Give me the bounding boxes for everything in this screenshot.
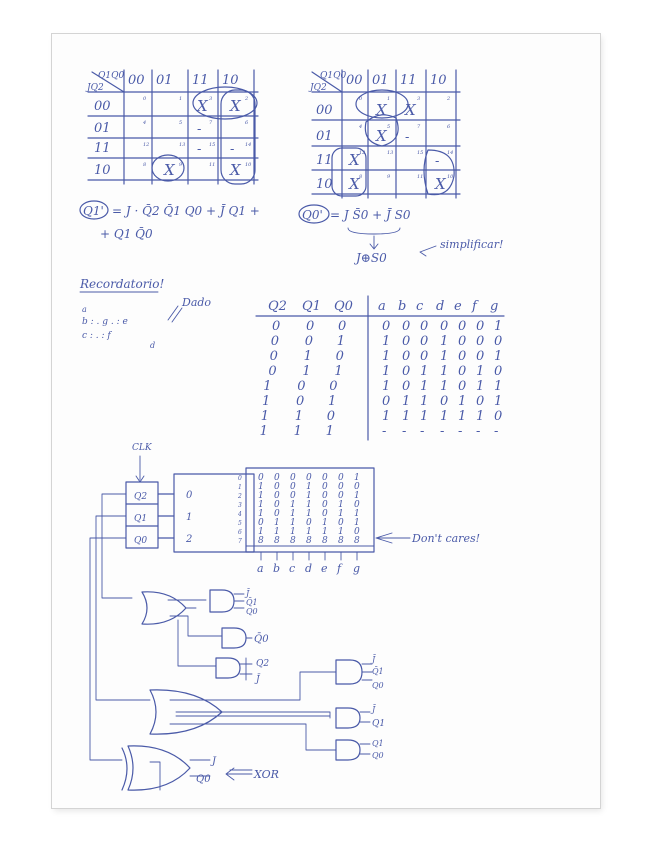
kmap2-idx-2-1: 13 [387, 150, 394, 156]
kmap2-idx-0-1: 1 [387, 96, 391, 102]
tt-cell-1-8: 0 [476, 334, 485, 349]
tt-cell-4-0: 1 [263, 379, 272, 394]
tt-cell-2-8: 0 [476, 349, 485, 364]
kmap1-row-2: 11 [94, 141, 111, 156]
rom-cell-0-5: 0 [338, 473, 344, 483]
kmap2-idx-3-3: 10 [447, 174, 454, 180]
kmap1-idx-0-2: 3 [209, 96, 213, 102]
seg-legend-4: d [150, 341, 156, 350]
kmap2-row-1: 01 [316, 129, 333, 144]
and-gate-6 [336, 740, 360, 760]
tt-cell-0-8: 0 [476, 319, 485, 334]
rom-output-c: c [289, 562, 296, 575]
kmap1-corner-left: JQ2 [87, 83, 104, 93]
rom-row-index-2: 2 [238, 493, 242, 500]
tt-cell-6-8: 1 [476, 409, 485, 424]
g4-in-3: Q0 [372, 681, 384, 690]
tt-cell-6-6: 1 [440, 409, 449, 424]
tt-cell-2-7: 0 [458, 349, 467, 364]
and-gate-5 [336, 708, 360, 728]
rom-cell-3-2: 1 [290, 500, 296, 510]
tt-cell-7-5: - [420, 424, 425, 439]
tt-cell-0-3: 0 [382, 319, 391, 334]
rom-cell-0-0: 0 [258, 473, 264, 483]
rom-cell-3-3: 1 [306, 500, 312, 510]
kmap2-cell-3-0: X [349, 175, 360, 193]
rom-cell-2-4: 0 [322, 491, 328, 501]
rom-cell-6-6: 0 [354, 527, 360, 537]
rom-cell-7-0: 8 [258, 536, 264, 546]
rom-cell-4-3: 1 [306, 509, 312, 519]
rom-cell-4-2: 1 [290, 509, 296, 519]
g6-in-1: Q1 [372, 739, 384, 748]
rom-cell-0-1: 0 [274, 473, 280, 483]
rom-cell-1-5: 0 [338, 482, 344, 492]
or-gate-1 [142, 592, 186, 624]
rom-cell-6-4: 1 [322, 527, 328, 537]
kmap1-col-0: 00 [128, 73, 145, 88]
and-gate-1 [210, 590, 234, 612]
tt-cell-7-7: - [458, 424, 463, 439]
tt-cell-4-4: 0 [402, 379, 411, 394]
decoder-input-1: 1 [186, 512, 193, 523]
tt-cell-0-4: 0 [402, 319, 411, 334]
rom-cell-0-6: 1 [354, 473, 360, 483]
g6-in-2: Q0 [372, 751, 384, 760]
kmap2-idx-3-2: 11 [417, 174, 424, 180]
tt-cell-7-1: 1 [293, 424, 302, 439]
tt-cell-1-7: 0 [458, 334, 467, 349]
tt-cell-3-2: 1 [334, 364, 343, 379]
kmap-1 [85, 70, 258, 184]
rom-cell-1-1: 0 [274, 482, 280, 492]
kmap2-cell-3-3: X [435, 175, 446, 193]
decoder-input-0: 0 [186, 490, 193, 501]
tt-cell-5-8: 0 [476, 394, 485, 409]
rom-cell-1-6: 0 [354, 482, 360, 492]
kmap1-idx-0-3: 2 [245, 96, 249, 102]
rom-cell-4-5: 1 [338, 509, 344, 519]
rom-row-index-7: 7 [238, 538, 242, 545]
xor-arrow [226, 768, 252, 780]
tt-cell-4-3: 1 [382, 379, 391, 394]
rom-cell-2-2: 0 [290, 491, 296, 501]
xor-in-1: J [212, 756, 217, 767]
tt-header-Q1: Q1 [302, 299, 321, 314]
rom-cell-2-1: 0 [274, 491, 280, 501]
clk-label: CLK [132, 443, 152, 453]
rom-cell-4-0: 1 [258, 509, 264, 519]
g1-in-1: J̄ [246, 589, 250, 598]
kmap2-idx-3-0: 8 [359, 174, 363, 180]
tt-cell-0-7: 0 [458, 319, 467, 334]
g2-in-1: Q̄0 [254, 634, 269, 645]
kmap2-row-2: 11 [316, 153, 333, 168]
tt-cell-1-2: 1 [336, 334, 346, 349]
kmap2-cell-0-1: X [376, 101, 387, 119]
tt-cell-3-7: 0 [458, 364, 467, 379]
tt-cell-6-3: 1 [382, 409, 391, 424]
tt-cell-6-1: 1 [294, 409, 304, 424]
tt-cell-2-9: 1 [494, 349, 503, 364]
rom-cell-5-4: 1 [322, 518, 328, 528]
rom-cell-7-6: 8 [354, 536, 360, 546]
tt-cell-5-7: 1 [458, 394, 467, 409]
kmap1-cell-0-3: X [230, 97, 241, 115]
tt-header-g: g [490, 299, 499, 314]
tt-cell-7-0: 1 [259, 424, 268, 439]
g4-in-2: Q̄1 [372, 667, 384, 676]
kmap1-row-1: 01 [94, 121, 111, 136]
kmap2-idx-3-1: 9 [387, 174, 391, 180]
tt-cell-1-3: 1 [382, 334, 391, 349]
g5-in-1: J̄ [372, 705, 376, 714]
kmap1-col-1: 01 [156, 73, 173, 88]
rom-output-a: a [257, 562, 264, 575]
dado-label: Dado [182, 296, 212, 309]
rom-cell-5-2: 1 [290, 518, 296, 528]
tt-header-d: d [436, 299, 445, 314]
kmap2-idx-0-2: 3 [417, 96, 421, 102]
tt-cell-7-3: - [382, 424, 387, 439]
tt-cell-5-0: 1 [262, 394, 271, 409]
tt-header-f: f [472, 299, 477, 314]
kmap1-cell-2-2: - [197, 142, 202, 157]
flipflop-Q0: Q0 [134, 536, 148, 546]
kmap-2 [308, 70, 460, 198]
tt-cell-3-3: 1 [382, 364, 391, 379]
tt-cell-3-9: 0 [494, 364, 503, 379]
kmap1-cell-2-3: - [230, 142, 235, 157]
kmap2-idx-0-0: 0 [359, 96, 363, 102]
tt-cell-3-8: 1 [476, 364, 485, 379]
rom-cell-1-0: 1 [258, 482, 264, 492]
kmap1-idx-3-0: 8 [143, 162, 147, 168]
tt-cell-5-4: 1 [402, 394, 411, 409]
kmap1-corner-top: Q1Q0 [98, 71, 125, 81]
rom-cell-5-5: 0 [338, 518, 344, 528]
rom-cell-0-3: 0 [306, 473, 312, 483]
eq2-note: simplificar! [440, 238, 504, 251]
and-gate-4 [336, 660, 362, 684]
truth-table [256, 296, 504, 440]
xor-gate [128, 746, 190, 790]
kmap2-idx-1-1: 5 [387, 124, 391, 130]
g4-in-1: J̄ [372, 655, 376, 664]
rom-cell-7-1: 8 [274, 536, 280, 546]
rom-cell-6-0: 1 [258, 527, 264, 537]
wire-q0-fb [90, 538, 126, 760]
rom-cell-4-1: 0 [274, 509, 280, 519]
tt-cell-6-5: 1 [420, 409, 429, 424]
kmap1-col-2: 11 [192, 73, 209, 88]
tt-cell-4-1: 0 [297, 379, 306, 394]
kmap1-col-3: 10 [222, 73, 239, 88]
rom-row-index-4: 4 [238, 511, 242, 518]
kmap2-cell-1-1: X [376, 127, 387, 145]
kmap1-cell-3-1: X [164, 161, 175, 179]
kmap1-idx-3-3: 10 [245, 162, 252, 168]
rom-cell-3-6: 0 [354, 500, 360, 510]
kmap1-idx-2-2: 15 [209, 142, 216, 148]
tt-cell-1-5: 0 [420, 334, 429, 349]
seg-legend-3: c : . : f [82, 331, 111, 341]
kmap2-idx-2-2: 15 [417, 150, 424, 156]
rom-cell-1-4: 0 [322, 482, 328, 492]
wire-q2-fb [102, 494, 132, 598]
tt-cell-2-6: 1 [440, 349, 449, 364]
rom-cell-2-5: 0 [338, 491, 344, 501]
rom-cell-4-4: 0 [322, 509, 328, 519]
rom-output-e: e [321, 562, 328, 575]
tt-cell-0-9: 1 [494, 319, 503, 334]
rom-cell-0-2: 0 [290, 473, 296, 483]
kmap2-col-2: 11 [400, 73, 417, 88]
tt-cell-4-5: 1 [420, 379, 429, 394]
tt-cell-2-2: 0 [335, 349, 344, 364]
rom-cell-0-4: 0 [322, 473, 328, 483]
kmap2-col-0: 00 [346, 73, 363, 88]
kmap2-cell-2-3: - [435, 154, 440, 169]
tt-cell-5-3: 0 [382, 394, 391, 409]
kmap1-row-0: 00 [94, 99, 111, 114]
xor-in-2: Q0 [196, 774, 211, 785]
rom-cell-3-4: 0 [322, 500, 328, 510]
rom-output-b: b [273, 562, 281, 575]
tt-cell-6-0: 1 [260, 409, 270, 424]
g3-in-2: J̄ [256, 675, 260, 685]
tt-cell-1-0: 0 [270, 334, 280, 349]
kmap2-idx-1-2: 7 [417, 124, 421, 130]
rom-cell-6-5: 1 [338, 527, 344, 537]
seg-legend-1: a [82, 305, 87, 314]
rom-cell-5-6: 1 [354, 518, 360, 528]
tt-cell-5-9: 1 [494, 394, 503, 409]
reminder-section [79, 277, 211, 350]
tt-cell-6-7: 1 [458, 409, 467, 424]
rom-cell-7-5: 8 [338, 536, 344, 546]
kmap2-idx-0-3: 2 [447, 96, 451, 102]
tt-cell-4-7: 0 [458, 379, 467, 394]
rom-output-f: f [337, 562, 342, 575]
tt-cell-3-1: 1 [302, 364, 311, 379]
tt-cell-3-6: 1 [440, 364, 449, 379]
kmap2-col-3: 10 [430, 73, 447, 88]
eq1-line2: + Q1 Q̄0 [100, 227, 153, 241]
rom-row-index-0: 0 [238, 475, 242, 482]
rom-cell-5-0: 0 [258, 518, 264, 528]
tt-cell-0-0: 0 [272, 319, 281, 334]
kmap2-corner-top: Q1Q0 [320, 71, 347, 81]
tt-cell-0-6: 0 [440, 319, 449, 334]
tt-cell-7-8: - [476, 424, 481, 439]
decoder-input-2: 2 [186, 534, 193, 545]
eq2-line1: = J S̄0 + J̄ S0 [330, 208, 411, 222]
kmap2-row-0: 00 [316, 103, 333, 118]
tt-cell-5-2: 1 [328, 394, 337, 409]
g3-in-1: Q2 [256, 659, 270, 669]
rom-cell-7-4: 8 [322, 536, 328, 546]
tt-cell-0-5: 0 [420, 319, 429, 334]
rom-row-index-3: 3 [238, 502, 242, 509]
kmap2-idx-1-0: 4 [359, 124, 363, 130]
rom-cell-7-2: 8 [290, 536, 296, 546]
tt-cell-7-9: - [494, 424, 499, 439]
kmap2-idx-1-3: 6 [447, 124, 451, 130]
equation-q0 [299, 205, 503, 265]
dont-cares-arrow [376, 533, 410, 543]
and-gate-2 [222, 628, 246, 648]
tt-cell-6-2: 0 [326, 409, 336, 424]
and-gate-3 [216, 658, 240, 678]
eq2-result: J⊕S0 [356, 251, 387, 265]
tt-cell-2-4: 0 [402, 349, 411, 364]
kmap2-cell-0-2: X [405, 101, 416, 119]
tt-cell-7-6: - [440, 424, 445, 439]
kmap1-idx-3-2: 11 [209, 162, 216, 168]
tt-cell-5-1: 0 [296, 394, 305, 409]
kmap1-idx-0-0: 0 [143, 96, 147, 102]
tt-cell-2-0: 0 [269, 349, 278, 364]
equation-q1 [80, 201, 260, 241]
tt-header-Q2: Q2 [268, 299, 287, 314]
dont-cares-label: Don't cares! [412, 532, 481, 545]
tt-cell-2-5: 0 [420, 349, 429, 364]
wire-or2-in2 [176, 712, 330, 718]
tt-cell-6-4: 1 [402, 409, 411, 424]
tt-cell-3-0: 0 [268, 364, 277, 379]
kmap2-col-1: 01 [372, 73, 389, 88]
kmap1-cell-1-2: - [197, 122, 202, 137]
g5-in-2: Q1 [372, 719, 386, 729]
rom-row-index-6: 6 [238, 529, 242, 536]
rom-cell-3-1: 0 [274, 500, 280, 510]
eq1-line1: = J · Q̄2 Q̄1 Q0 + J̄ Q1 + [112, 204, 260, 218]
kmap1-idx-2-3: 14 [245, 142, 252, 148]
reminder-title: Recordatorio! [80, 277, 165, 291]
g1-in-3: Q0 [246, 607, 258, 616]
kmap2-row-3: 10 [316, 177, 333, 192]
kmap1-cell-0-2: X [197, 97, 208, 115]
flipflop-Q1: Q1 [134, 514, 148, 524]
tt-cell-3-5: 1 [420, 364, 429, 379]
tt-cell-1-9: 0 [494, 334, 503, 349]
rom-cell-5-1: 1 [274, 518, 280, 528]
flipflop-Q2: Q2 [134, 492, 148, 502]
kmap2-cell-2-0: X [349, 151, 360, 169]
kmap1-idx-1-3: 6 [245, 120, 249, 126]
rom-cell-2-6: 1 [354, 491, 360, 501]
kmap1-idx-1-2: 7 [209, 120, 213, 126]
rom-cell-5-3: 0 [306, 518, 312, 528]
xor-label: XOR [254, 768, 279, 781]
circuit-diagram [90, 443, 480, 790]
tt-cell-4-2: 0 [329, 379, 338, 394]
kmap1-idx-0-1: 1 [179, 96, 183, 102]
g1-in-2: Q̄1 [246, 598, 258, 607]
kmap2-cell-1-2: - [405, 130, 410, 145]
tt-header-e: e [454, 299, 462, 314]
tt-cell-2-1: 1 [303, 349, 312, 364]
tt-cell-7-4: - [402, 424, 407, 439]
tt-header-b: b [398, 299, 407, 314]
tt-cell-1-4: 0 [402, 334, 411, 349]
kmap1-row-3: 10 [94, 163, 111, 178]
rom-cell-3-5: 1 [338, 500, 344, 510]
kmap2-corner-left: JQ2 [310, 83, 327, 93]
tt-cell-0-2: 0 [338, 319, 347, 334]
tt-cell-4-6: 1 [440, 379, 449, 394]
tt-cell-5-6: 0 [440, 394, 449, 409]
rom-output-d: d [305, 562, 313, 575]
tt-header-a: a [378, 299, 386, 314]
rom-cell-1-3: 1 [306, 482, 312, 492]
kmap1-idx-3-1: 9 [179, 162, 183, 168]
rom-row-index-1: 1 [238, 484, 242, 491]
tt-cell-2-3: 1 [382, 349, 391, 364]
tt-cell-0-1: 0 [306, 319, 315, 334]
tt-cell-6-9: 0 [494, 409, 503, 424]
kmap2-idx-2-0: 12 [359, 150, 366, 156]
rom-cell-6-3: 1 [306, 527, 312, 537]
kmap1-idx-1-1: 5 [179, 120, 183, 126]
eq1-label: Q1' [83, 204, 104, 218]
rom-cell-6-1: 1 [274, 527, 280, 537]
rom-cell-6-2: 1 [290, 527, 296, 537]
tt-cell-1-1: 0 [304, 334, 314, 349]
kmap1-idx-2-0: 12 [143, 142, 150, 148]
tt-cell-7-2: 1 [325, 424, 334, 439]
rom-cell-1-2: 0 [290, 482, 296, 492]
rom-cell-3-0: 1 [258, 500, 264, 510]
tt-cell-4-9: 1 [494, 379, 503, 394]
tt-cell-3-4: 0 [402, 364, 411, 379]
kmap1-cell-3-3: X [230, 161, 241, 179]
kmap2-idx-2-3: 14 [447, 150, 454, 156]
rom-output-g: g [353, 562, 361, 575]
tt-cell-4-8: 1 [476, 379, 485, 394]
rom-cell-7-3: 8 [306, 536, 312, 546]
rom-row-index-5: 5 [238, 520, 242, 527]
rom-cell-2-0: 1 [258, 491, 264, 501]
eq2-label: Q0' [302, 208, 323, 222]
kmap1-idx-2-1: 13 [179, 142, 186, 148]
tt-header-Q0: Q0 [334, 299, 353, 314]
tt-cell-1-6: 1 [440, 334, 449, 349]
tt-cell-5-5: 1 [420, 394, 429, 409]
rom-cell-2-3: 1 [306, 491, 312, 501]
rom-cell-4-6: 1 [354, 509, 360, 519]
seg-legend-2: b : . g . : e [82, 317, 128, 327]
kmap1-idx-1-0: 4 [143, 120, 147, 126]
tt-header-c: c [416, 299, 424, 314]
